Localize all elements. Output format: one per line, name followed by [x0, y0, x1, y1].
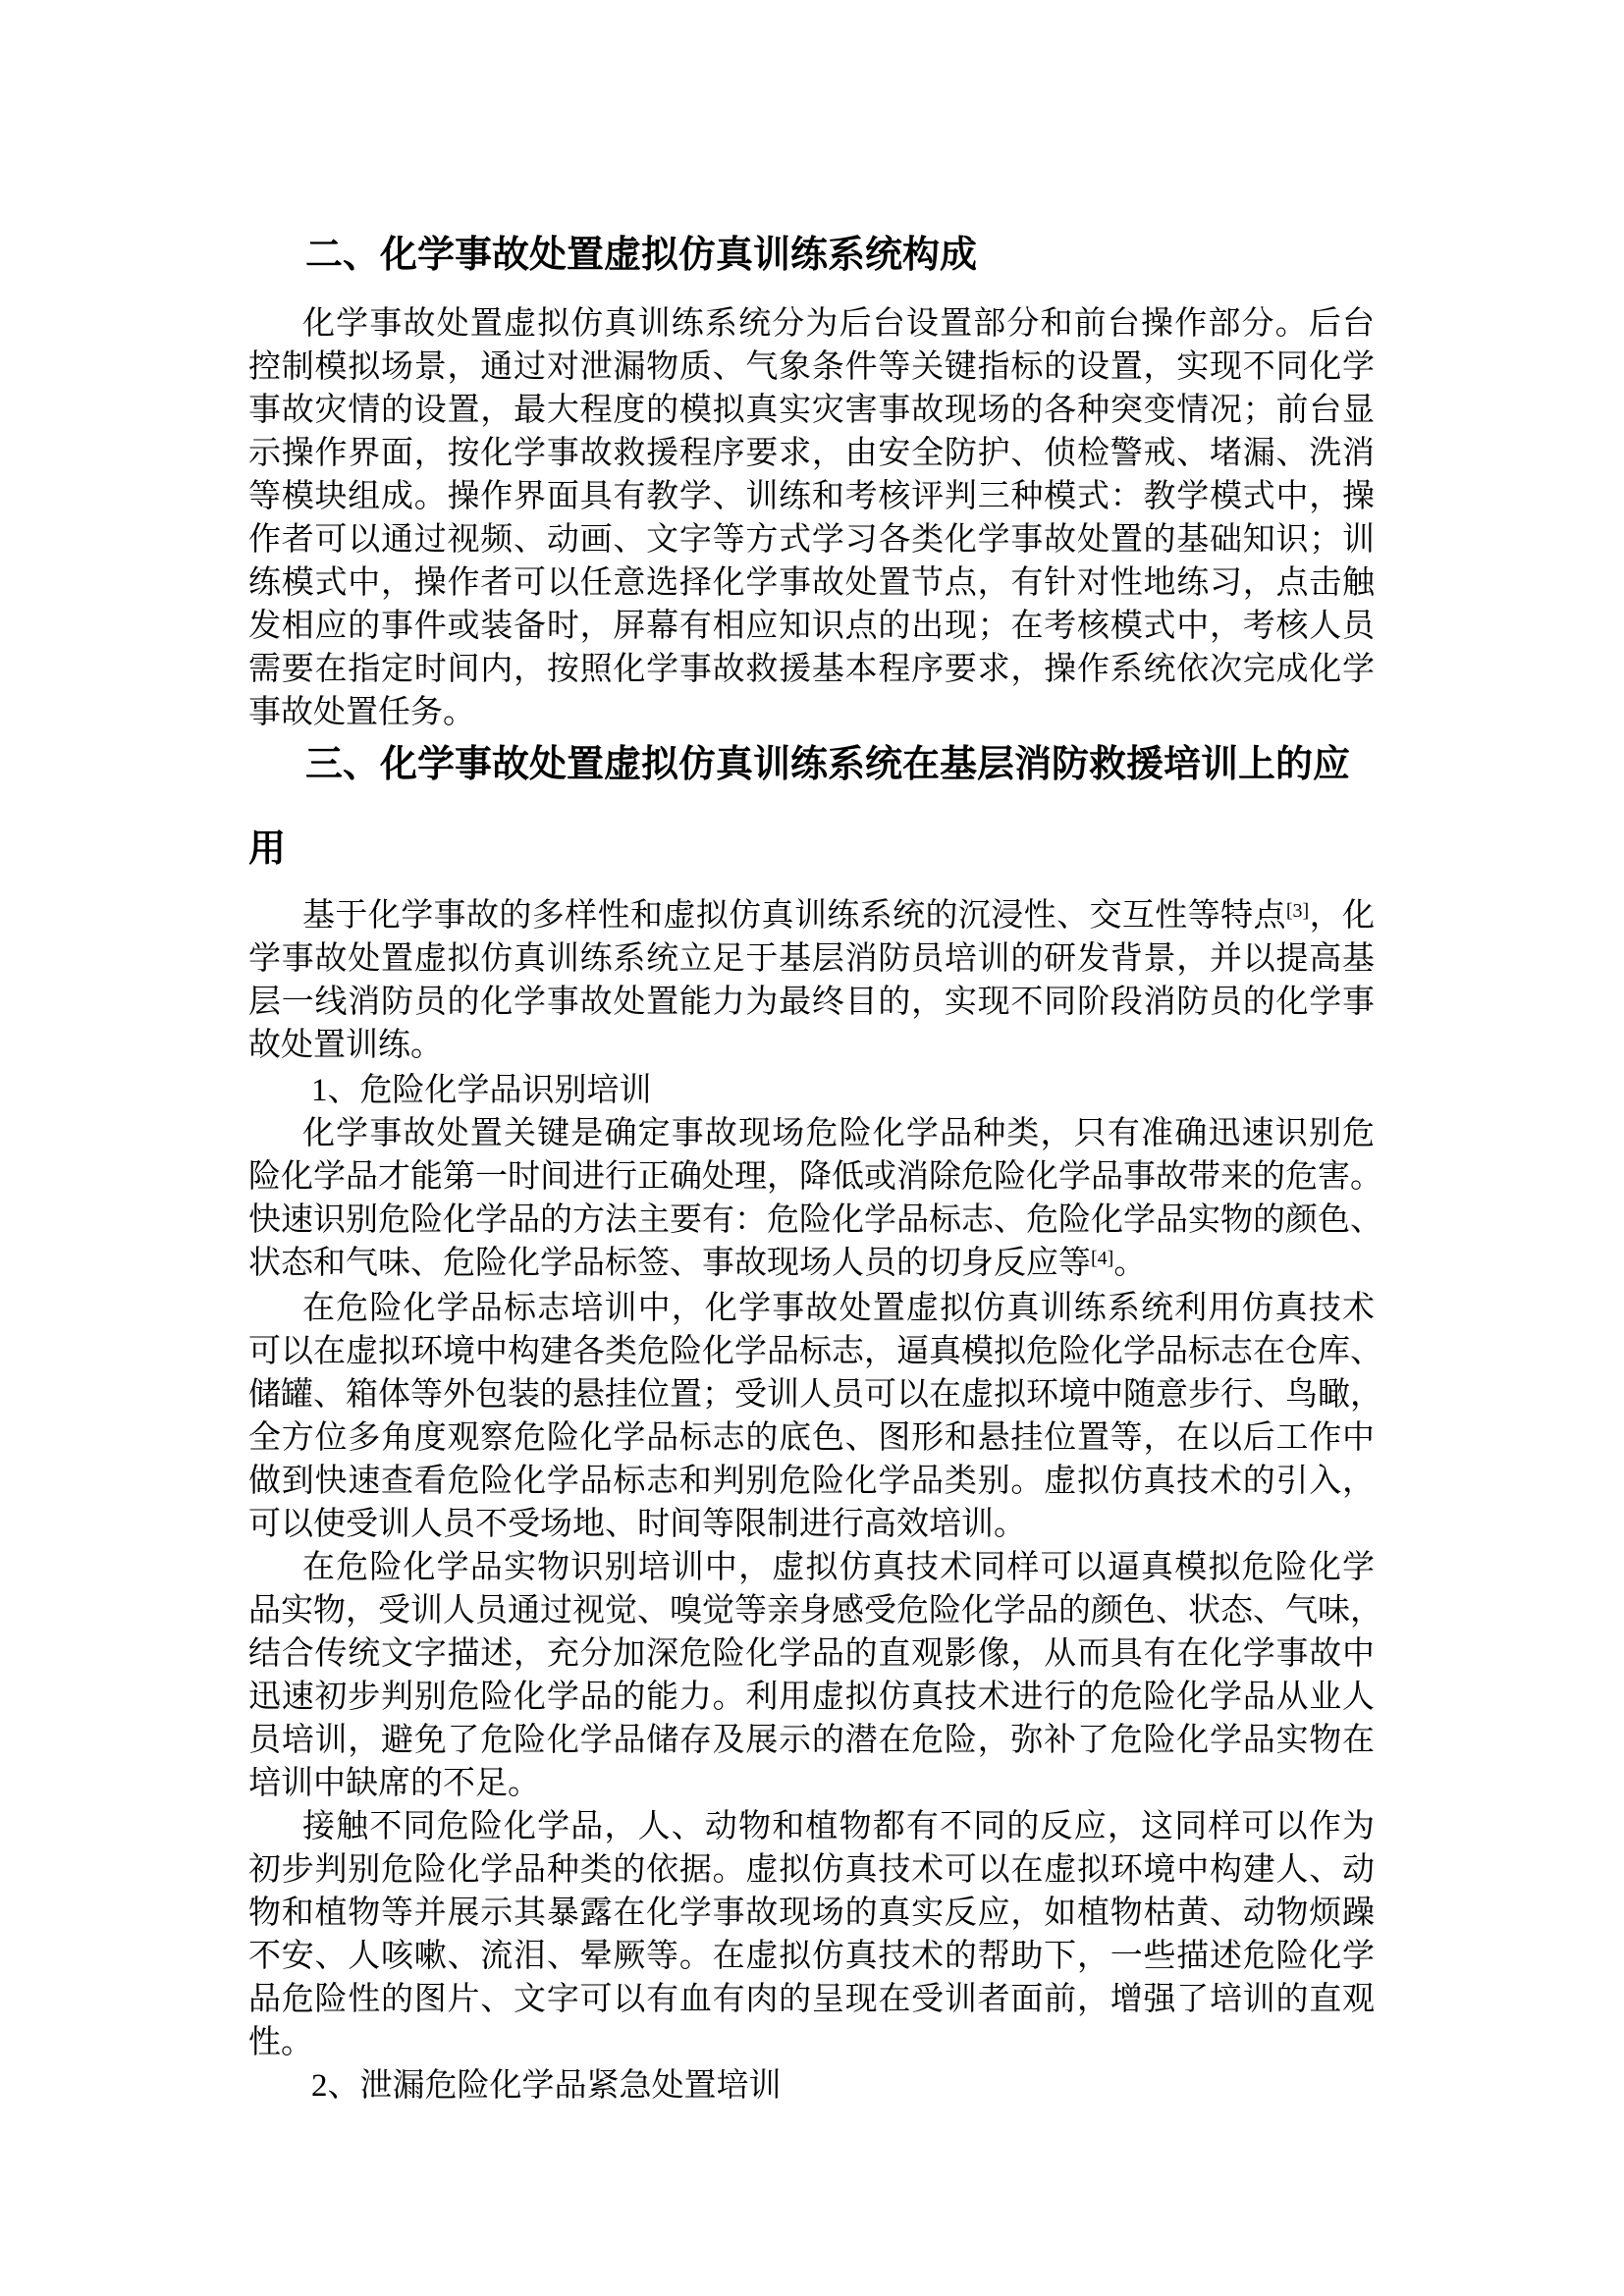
- text-line: 事故处置任务。: [248, 695, 475, 730]
- text-line: 事故灾情的设置，最大程度的模拟真实灾害事故现场的各种突变情况；前台显: [248, 393, 1375, 428]
- text-line: 品实物，受训人员通过视觉、嗅觉等亲身感受危险化学品的颜色、状态、气味，: [248, 1593, 1382, 1629]
- text-line: 初步判别危险化学品种类的依据。虚拟仿真技术可以在虚拟环境中构建人、动: [248, 1852, 1375, 1888]
- text-segment: ，化: [1309, 898, 1376, 934]
- text-line: [248, 894, 1375, 937]
- text-line: 化学事故处置关键是确定事故现场危险化学品种类，只有准确迅速识别危: [302, 1116, 1375, 1151]
- text-line: 快速识别危险化学品的方法主要有：危险化学品标志、危险化学品实物的颜色、: [248, 1202, 1382, 1238]
- text-line: 作者可以通过视频、动画、文字等方式学习各类化学事故处置的基础知识；训: [248, 522, 1375, 558]
- subsection-title-1: 1、危险化学品识别培训: [311, 1073, 652, 1108]
- subsection-title-2: 2、泄漏危险化学品紧急处置培训: [311, 2068, 782, 2104]
- text-line: 发相应的事件或装备时，屏幕有相应知识点的出现；在考核模式中，考核人员: [248, 609, 1375, 644]
- citation-superscript-3: [3]: [1285, 900, 1310, 922]
- text-line: 控制模拟场景，通过对泄漏物质、气象条件等关键指标的设置，实现不同化学: [248, 349, 1375, 385]
- paragraph-system-overview: [248, 302, 1375, 734]
- text-line: 培训中缺席的不足。: [248, 1766, 540, 1801]
- text-line: 可以使受训人员不受场地、时间等限制进行高效培训。: [248, 1507, 1026, 1542]
- text-line: 层一线消防员的化学事故处置能力为最终目的，实现不同阶段消防员的化学事: [248, 985, 1375, 1020]
- text-line: 员培训，避免了危险化学品储存及展示的潜在危险，弥补了危险化学品实物在: [248, 1723, 1375, 1758]
- text-line: 全方位多角度观察危险化学品标志的底色、图形和悬挂位置等，在以后工作中: [248, 1420, 1375, 1456]
- text-line: 品危险性的图片、文字可以有血有肉的呈现在受训者面前，增强了培训的直观: [248, 1982, 1375, 2017]
- document-content: [248, 0, 1382, 2108]
- text-line: 性。: [248, 2025, 313, 2060]
- text-line: 物和植物等并展示其暴露在化学事故现场的真实反应，如植物枯黄、动物烦躁: [248, 1896, 1375, 1931]
- text-line: 在危险化学品实物识别培训中，虚拟仿真技术同样可以逼真模拟危险化学: [302, 1550, 1375, 1585]
- text-segment: 状态和气味、危险化学品标签、事故现场人员的切身反应等: [248, 1246, 1091, 1281]
- text-line: 迅速初步判别危险化学品的能力。利用虚拟仿真技术进行的危险化学品从业人: [248, 1680, 1375, 1715]
- text-line: 学事故处置虚拟仿真训练系统立足于基层消防员培训的研发背景，并以提高基: [248, 941, 1375, 977]
- citation-superscript-4: [4]: [1091, 1248, 1114, 1269]
- text-line: 故处置训练。: [248, 1028, 443, 1063]
- text-line: 练模式中，操作者可以任意选择化学事故处置节点，有针对性地练习，点击触: [248, 565, 1375, 601]
- section-heading-3: [248, 737, 1375, 877]
- text-line: 可以在虚拟环境中构建各类危险化学品标志，逼真模拟危险化学品标志在仓库、: [248, 1334, 1382, 1369]
- section-heading-2: 二、化学事故处置虚拟仿真训练系统构成: [305, 235, 978, 276]
- text-line: 在危险化学品标志培训中，化学事故处置虚拟仿真训练系统利用仿真技术: [302, 1291, 1375, 1326]
- text-line: [248, 1242, 1375, 1285]
- text-line: 储罐、箱体等外包装的悬挂位置；受训人员可以在虚拟环境中随意步行、鸟瞰，: [248, 1377, 1382, 1413]
- text-line: 等模块组成。操作界面具有教学、训练和考核评判三种模式：教学模式中，操: [248, 479, 1375, 514]
- paragraph-hazmat-identification: [248, 1112, 1382, 1285]
- text-line: 化学事故处置虚拟仿真训练系统分为后台设置部分和前台操作部分。后台: [302, 306, 1375, 342]
- text-segment: 基于化学事故的多样性和虚拟仿真训练系统的沉浸性、交互性等特点: [302, 898, 1286, 934]
- paragraph-biological-reaction: [248, 1805, 1375, 2064]
- paragraph-application-intro: [248, 894, 1375, 1067]
- text-line: 做到快速查看危险化学品标志和判别危险化学品类别。虚拟仿真技术的引入，: [248, 1464, 1375, 1499]
- section-heading-3-line1: 三、化学事故处置虚拟仿真训练系统在基层消防救援培训上的应: [305, 744, 1351, 785]
- section-heading-3-line2: 用: [248, 828, 287, 870]
- text-line: 不安、人咳嗽、流泪、晕厥等。在虚拟仿真技术的帮助下，一些描述危险化学: [248, 1939, 1375, 1974]
- paragraph-physical-object-training: [248, 1546, 1382, 1805]
- text-line: 结合传统文字描述，充分加深危险化学品的直观影像，从而具有在化学事故中: [248, 1636, 1375, 1672]
- text-line: 险化学品才能第一时间进行正确处理，降低或消除危险化学品事故带来的危害。: [248, 1159, 1382, 1195]
- text-line: 示操作界面，按化学事故救援程序要求，由安全防护、侦检警戒、堵漏、洗消: [248, 436, 1375, 471]
- text-segment: 。: [1113, 1246, 1147, 1281]
- text-line: 需要在指定时间内，按照化学事故救援基本程序要求，操作系统依次完成化学: [248, 652, 1375, 687]
- paragraph-sign-training: [248, 1287, 1382, 1546]
- text-line: 接触不同危险化学品，人、动物和植物都有不同的反应，这同样可以作为: [302, 1809, 1375, 1844]
